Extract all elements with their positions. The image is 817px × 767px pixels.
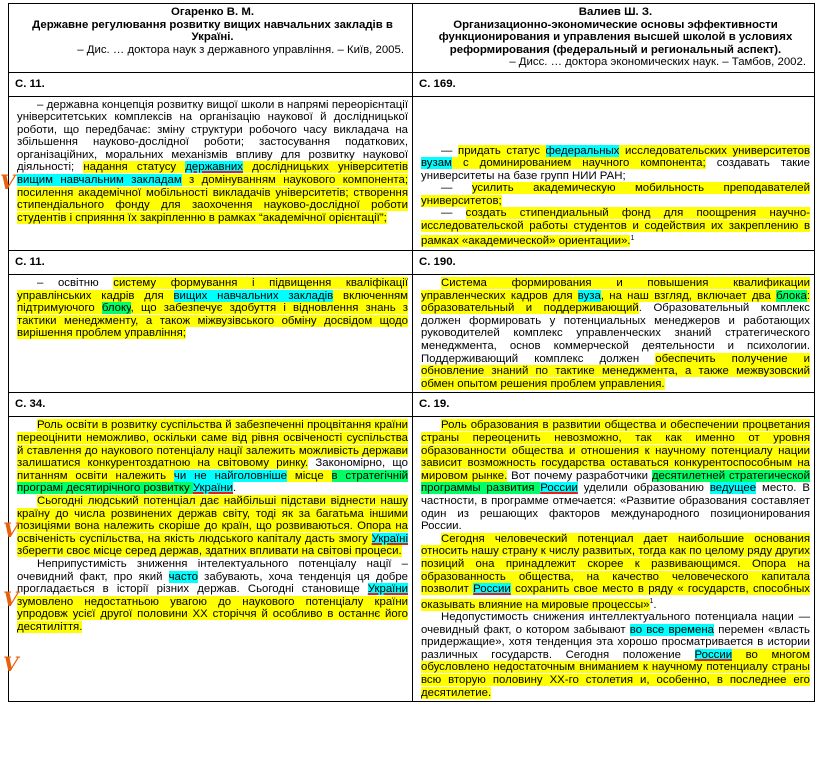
plain-text: Закономірно, що (308, 457, 408, 470)
highlight-yellow: Сегодня человеческий потенциал дает наибольшие основания относить нашу страну к числу развитых, тогда как по целому ряду других позиций она принадлежит скорее к развивающимся. Опора на образованность общества, на качество человеческого капитала позволит (421, 532, 810, 596)
highlight-yellow: зумовлено недостатньою увагою до наукового потенціалу країни упродовж усієї другої половини XX сторіччя й особливо в останнє його десятиліття. (17, 595, 408, 633)
margin-check-mark: V (0, 170, 16, 194)
footnote-ref: 1 (649, 597, 654, 605)
highlight-cyan: Україні (371, 532, 408, 545)
highlight-cyan: ведущее (709, 482, 757, 495)
right-page-ref: С. 169. (413, 72, 815, 96)
highlight-cyan: России (473, 583, 511, 596)
plain-text: Вот почему разработчики (507, 469, 652, 482)
highlight-cyan: России (540, 482, 578, 495)
highlight-yellow: : образовательный и (421, 289, 810, 315)
plain-text: – освітню (37, 277, 114, 290)
plain-text: . Образовательный комплекс должен формировать у потенциальных менеджеров и работающих руководителей комплекс управленческих знаний стратегического менеджмента, основ коммерческой деятельности и психологии. Поддерживающий комплекс должен (421, 302, 811, 365)
highlight-yellow: Сьогодні людський потенціал дає найбільші підстави віднести нашу країну до числа розвинених держав світу, тоді як за багатьма іншими позиціями вона належить скоріше до країн, що розвиваються. Опора на освіченість суспільства, на якість людського капіталу дасть змогу (17, 494, 408, 545)
highlight-yellow: Роль освіти в розвитку суспільства й забезпеченні процвітання країни переоцінити неможливо, оскільки саме від рівня освіченості суспільства й ставлення до наукового потенціалу нації залежить можливість держави залишатися конкурентоздатною на світовому ринку. (17, 419, 408, 470)
plain-text: создавать такие университеты на базе групп НИИ РАН; (421, 157, 810, 182)
footnote-ref: 1 (630, 234, 635, 242)
left-page-ref: С. 34. (9, 393, 413, 417)
plain-text: . (653, 598, 657, 611)
plain-text: забувають, хоча тенденція ця добре прогладається в історії різних держав. Сьогодні становище (17, 570, 408, 596)
highlight-yellow: місце (287, 469, 332, 482)
right-author: Валиев Ш. З. (578, 6, 653, 18)
highlight-green: в стратегічній програмі десятирічного розвитку (17, 469, 408, 495)
plain-text: Недопустимость снижения интеллектуального потенциала нации — очевидный факт, о котором забывают (421, 611, 810, 636)
right-source: – Дисс. … доктора экономических наук. – Тамбов, 2002. (509, 56, 806, 68)
highlight-yellow: с доминированием научного компонента; (451, 157, 706, 170)
left-author: Огаренко В. М. (171, 6, 254, 18)
margin-check-mark: V (3, 518, 19, 542)
left-page-ref: С. 11. (9, 251, 413, 275)
plain-text: Неприпустимість зниження інтелектуального потенціалу нації – очевидний факт, про який (17, 557, 408, 583)
right-page-ref: С. 19. (413, 393, 815, 417)
right-excerpt (413, 275, 815, 393)
left-page-ref: С. 11. (9, 72, 413, 96)
text-row (9, 417, 815, 702)
highlight-green: блока (776, 289, 807, 302)
highlight-yellow: сохранить свое место в ряду « государств, способных оказывать влияние на мировые процессы» (421, 583, 810, 611)
text-row (9, 275, 815, 393)
left-title: Державне регулювання розвитку вищих навчальних закладів в Україні. (32, 18, 393, 43)
highlight-cyan: України (367, 583, 408, 596)
plain-text: перемен «власть придержащие», хотя тенденция эта хорошо просматривается в истории различных государств. Сегодня положение (421, 623, 810, 661)
highlight-cyan: вищих навчальних закладів (173, 289, 334, 302)
highlight-green: десятилетней стратегической программы развития (421, 469, 810, 495)
plain-text: место. В частности, в программе отмечается: «Развитие образования составляет один из решающих факторов международного позиционирования России. (421, 482, 810, 533)
right-excerpt (413, 96, 815, 251)
highlight-cyan: України (192, 482, 234, 495)
highlight-cyan: часто (168, 570, 198, 583)
highlight-yellow: во многом обусловлено недостаточным вниманием к научному потенциалу страны всю вторую половину ХХ-го столетия и, особенно, в последнее его десятилетие. (421, 648, 810, 699)
highlight-yellow: создать стипендиальный фонд для поощрения научно-исследовательской работы студентов и содействия их закреплению в рамках «академической» ориентации». (421, 207, 810, 248)
page-ref-row (9, 251, 815, 275)
highlight-cyan: России (694, 648, 733, 661)
comparison-table (8, 3, 815, 702)
plain-text: — (441, 207, 466, 220)
left-excerpt (9, 96, 413, 251)
margin-check-mark: V (3, 587, 19, 611)
highlight-yellow: исследовательских университетов (619, 144, 811, 157)
margin-check-mark: V (3, 652, 19, 676)
plain-text: — (441, 182, 472, 195)
left-header (9, 4, 413, 73)
header-row (9, 4, 815, 73)
right-excerpt (413, 417, 815, 702)
highlight-yellow: поддерживающий (543, 302, 639, 315)
left-excerpt (9, 275, 413, 393)
highlight-yellow: , на наш взгляд, включает два (600, 289, 777, 302)
right-title: Организационно-экономические основы эффективности функционирования и управления высшей школой в условиях реформирования (федеральный и региональный аспект). (438, 18, 793, 56)
highlight-cyan: вищим навчальним закладам (17, 174, 182, 187)
highlight-yellow: Роль образования в развитии общества и обеспечении процветания страны переоценить невозможно, так как именно от уровня образованности общества и отношения к научному потенциалу нации зависит возможность государства оставаться конкурентоспособным на мировом рынке. (421, 419, 810, 482)
highlight-cyan: во все времена (629, 623, 714, 636)
highlight-yellow: , що забезпечує здобуття і відновлення знань з тактики менеджменту, а також міжвузівського обміну досвідом щодо вирішення проблем управління; (17, 302, 408, 340)
highlight-cyan: чи не найголовніше (173, 469, 287, 482)
plain-text: уделили образованию (577, 482, 710, 495)
highlight-yellow: з домінуванням наукового компонента; посилення академічної мобільності викладачів університетів; створення стипендіального фонду для заохочення науково-дослідної роботи студентів і сприяння їх закріпленню в рамках “академічної орієнтації”; (17, 174, 408, 224)
highlight-yellow: питанням освіти належить (17, 469, 174, 482)
plain-text: – державна концепція розвитку вищої школи в напрямі переорієнтації університетських комплексів на організацію наукової й дослідницької роботи, що передбачає: зміну структури робочого часу викладача на збільшення науково-дослідної роботи; застосування податкових, організаційних, моральних механізмів впливу для розвитку наукової діяльності; (17, 98, 408, 174)
highlight-cyan: вуза (577, 289, 601, 302)
left-excerpt (9, 417, 413, 702)
highlight-cyan: федеральных (545, 144, 620, 157)
highlight-yellow: включенням підтримуючого (17, 289, 408, 315)
highlight-yellow: систему формування і підвищення кваліфікації управлінських кадрів для (17, 277, 409, 302)
highlight-green: блоку (101, 302, 131, 315)
page-ref-row (9, 72, 815, 96)
highlight-yellow: обеспечить получение и обновление знаний по тактике менеджмента, а также межвузовский обмен опытом решения проблем управления. (421, 352, 810, 390)
text-row (9, 96, 815, 251)
highlight-cyan: вузам (421, 157, 452, 170)
highlight-yellow: усилить академическую мобильность преподавателей университетов; (421, 182, 810, 207)
page-ref-row (9, 393, 815, 417)
plain-text: — (441, 144, 459, 157)
highlight-cyan: державних (185, 161, 243, 174)
right-header (413, 4, 815, 73)
highlight-yellow: надання статусу (83, 161, 186, 174)
highlight-yellow: дослідницьких університетів (242, 161, 409, 174)
highlight-yellow: Система формирования и повышения квалификации управленческих кадров для (421, 277, 810, 302)
highlight-yellow: зберегти своє місце серед держав, здатних впливати на світові процеси. (17, 545, 402, 558)
left-source: – Дис. … доктора наук з державного управління. – Київ, 2005. (77, 43, 404, 56)
highlight-yellow: придать статус (458, 144, 546, 157)
right-page-ref: С. 190. (413, 251, 815, 275)
plain-text: . (233, 482, 237, 495)
